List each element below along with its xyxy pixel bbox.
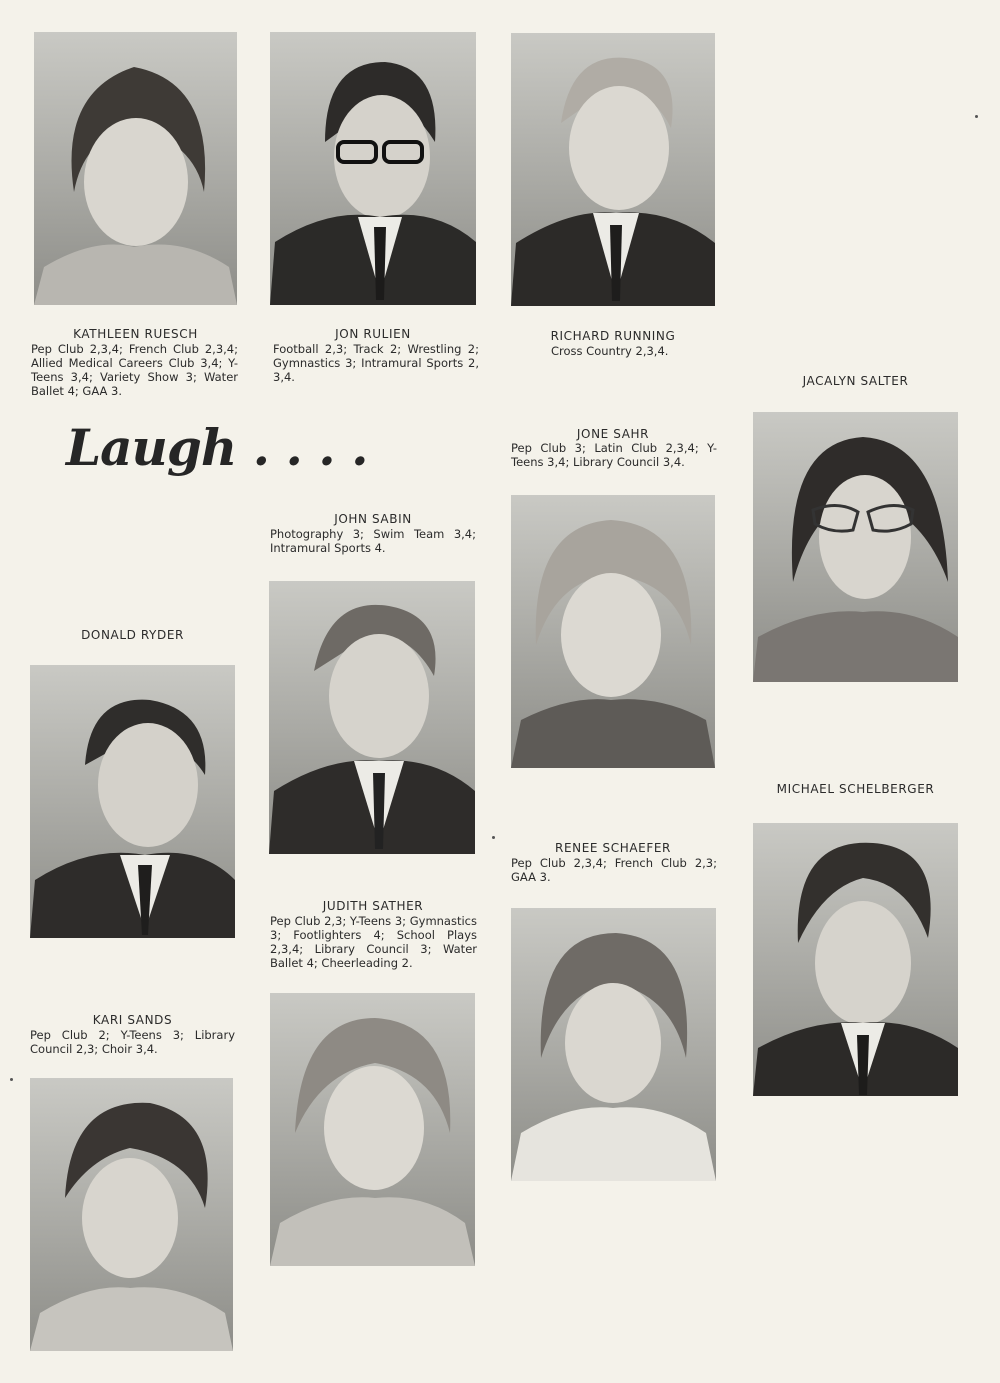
portrait-photo-kathleen-ruesch (34, 32, 237, 305)
student-name: RICHARD RUNNING (550, 329, 676, 343)
student-activities: Pep Club 2,3; Y-Teens 3; Gymnastics 3; Footlighters 4; School Plays 2,3,4; Library Council 3; Water Ballet 4; Cheerleading 2. (270, 914, 477, 970)
portrait-photo-judith-sather (270, 993, 475, 1266)
portrait-photo-michael-schelberger (753, 823, 958, 1096)
student-activities: Pep Club 2,3,4; French Club 2,3; GAA 3. (511, 856, 717, 884)
portrait-photo-john-sabin (269, 581, 475, 854)
speck-mark (492, 836, 495, 839)
student-name: JOHN SABIN (334, 512, 412, 526)
student-name: JACALYN SALTER (802, 374, 909, 388)
speck-mark (975, 115, 978, 118)
speck-mark (10, 1078, 13, 1081)
portrait-photo-renee-schaefer (511, 908, 716, 1181)
student-name: KATHLEEN RUESCH (73, 327, 198, 341)
student-name: KARI SANDS (92, 1013, 173, 1027)
student-activities: Cross Country 2,3,4. (551, 344, 669, 358)
student-activities: Photography 3; Swim Team 3,4; Intramural Sports 4. (270, 527, 476, 555)
student-name: JUDITH SATHER (322, 899, 424, 913)
student-name: RENEE SCHAEFER (555, 841, 671, 855)
page-heading: Laugh . . . . (66, 418, 368, 477)
portrait-photo-kari-sands (30, 1078, 233, 1351)
student-activities: Pep Club 2; Y-Teens 3; Library Council 2,3; Choir 3,4. (30, 1028, 235, 1056)
portrait-photo-jon-rulien (270, 32, 476, 305)
portrait-photo-jone-sahr (511, 495, 715, 768)
portrait-photo-donald-ryder (30, 665, 235, 938)
student-name: MICHAEL SCHELBERGER (776, 782, 935, 796)
student-activities: Football 2,3; Track 2; Wrestling 2; Gymnastics 3; Intramural Sports 2, 3,4. (273, 342, 479, 384)
student-activities: Pep Club 3; Latin Club 2,3,4; Y-Teens 3,4; Library Council 3,4. (511, 441, 717, 469)
student-name: DONALD RYDER (81, 628, 184, 642)
portrait-photo-richard-running (511, 33, 715, 306)
student-name: JONE SAHR (576, 427, 650, 441)
portrait-photo-jacalyn-salter (753, 412, 958, 682)
student-activities: Pep Club 2,3,4; French Club 2,3,4; Allied Medical Careers Club 3,4; Y-Teens 3,4; Variety Show 3; Water Ballet 4; GAA 3. (31, 342, 238, 398)
student-name: JON RULIEN (335, 327, 411, 341)
